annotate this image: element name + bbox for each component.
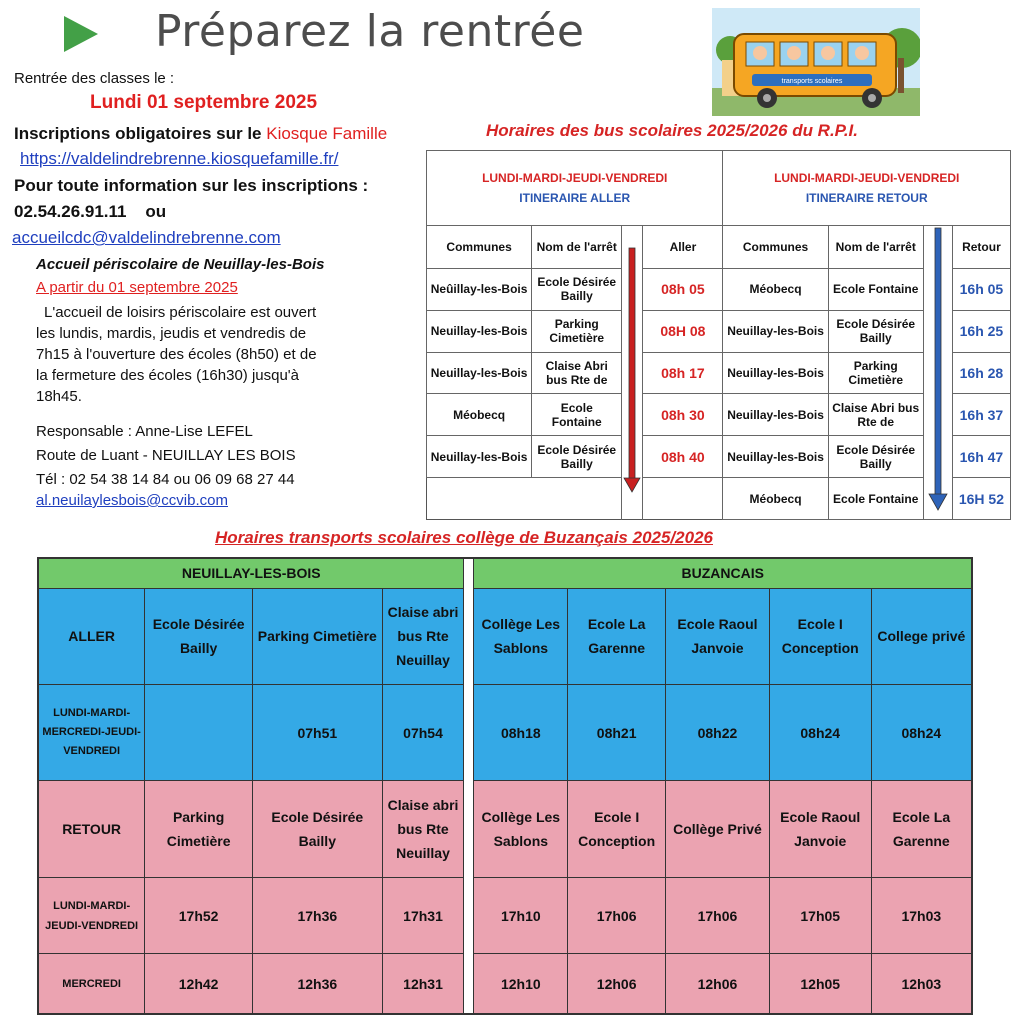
- retour-days: LUNDI-MARDI-JEUDI-VENDREDI: [38, 877, 145, 953]
- aller-days: LUNDI-MARDI-JEUDI-VENDREDI: [482, 171, 668, 185]
- col-aller: Aller: [643, 226, 723, 269]
- kiosque-label: Kiosque Famille: [266, 124, 388, 143]
- table-cell: Ecole Désirée Bailly: [532, 268, 622, 310]
- stop-cell: College privé: [871, 588, 972, 684]
- stop-cell: Claise abri bus Rte Neuillay: [382, 588, 464, 684]
- stop-cell: Ecole Désirée Bailly: [253, 781, 383, 877]
- stop-cell: Collège Les Sablons: [474, 781, 568, 877]
- table-cell: Méobecq: [427, 394, 532, 436]
- table-cell: 16h 47: [952, 436, 1010, 478]
- phone-number: 02.54.26.91.11: [14, 202, 127, 221]
- table-cell: Ecole Désirée Bailly: [532, 436, 622, 478]
- time-cell: 17h36: [253, 877, 383, 953]
- time-cell: 12h06: [666, 954, 770, 1014]
- rentree-label: Rentrée des classes le :: [14, 70, 175, 87]
- table-cell: Neuillay-les-Bois: [723, 310, 828, 352]
- col-retour: Retour: [952, 226, 1010, 269]
- accueil-text: [36, 302, 426, 407]
- aller-label: ITINERAIRE ALLER: [519, 191, 631, 205]
- col-communes-retour: Communes: [723, 226, 828, 269]
- col-communes: Communes: [427, 226, 532, 269]
- time-cell: 12h31: [382, 954, 464, 1014]
- time-cell: 08h24: [769, 685, 871, 781]
- aller-header: [427, 151, 723, 226]
- bus-sign-text: transports scolaires: [781, 78, 843, 85]
- retour-label: RETOUR: [38, 781, 145, 877]
- college-table: [37, 557, 973, 1015]
- school-bus-illustration: [712, 8, 920, 116]
- address: Route de Luant - NEUILLAY LES BOIS: [36, 447, 296, 464]
- stop-cell: Parking Cimetière: [145, 781, 253, 877]
- accueil-text-line: les lundis, mardis, jeudis et vendredis de: [36, 325, 307, 342]
- time-cell: 12h06: [568, 954, 666, 1014]
- stop-cell: Parking Cimetière: [253, 588, 383, 684]
- email-link[interactable]: accueilcdc@valdelindrebrenne.com: [12, 228, 281, 247]
- play-triangle-icon: [64, 16, 98, 52]
- group-neuillay: NEUILLAY-LES-BOIS: [38, 558, 464, 588]
- stop-cell: Collège Les Sablons: [474, 588, 568, 684]
- table-cell: Ecole Désirée Bailly: [828, 310, 923, 352]
- table-cell: Méobecq: [723, 268, 828, 310]
- time-cell: 08h21: [568, 685, 666, 781]
- stop-cell: Ecole Désirée Bailly: [145, 588, 253, 684]
- inscriptions-line: [14, 123, 387, 145]
- accueil-text-line: la fermeture des écoles (16h30) jusqu'à: [36, 367, 300, 384]
- table-cell: Ecole Fontaine: [828, 268, 923, 310]
- aller-arrow: [622, 226, 643, 520]
- contact-block: [36, 420, 296, 492]
- table-cell: Ecole Fontaine: [532, 394, 622, 436]
- time-cell: 07h54: [382, 685, 464, 781]
- accueil-text-line: L'accueil de loisirs périscolaire est ouvert: [44, 304, 317, 321]
- table-cell: 16H 52: [952, 478, 1010, 520]
- table-cell: Neuillay-les-Bois: [427, 310, 532, 352]
- time-cell: 17h05: [769, 877, 871, 953]
- stop-cell: Collège Privé: [666, 781, 770, 877]
- accueil-date: A partir du 01 septembre 2025: [36, 279, 238, 296]
- table-cell: Neuillay-les-Bois: [723, 394, 828, 436]
- rpi-title: Horaires des bus scolaires 2025/2026 du R.P.I.: [486, 121, 858, 140]
- table-cell: Claise Abri bus Rte de: [828, 394, 923, 436]
- time-cell: 08h24: [871, 685, 972, 781]
- time-cell: 17h06: [568, 877, 666, 953]
- time-cell: 17h31: [382, 877, 464, 953]
- table-cell: 08h 17: [643, 352, 723, 394]
- retour-arrow: [923, 226, 952, 520]
- phone-line: [14, 202, 166, 222]
- kiosque-link[interactable]: https://valdelindrebrenne.kiosquefamille.fr/: [20, 149, 339, 168]
- table-cell: Ecole Fontaine: [828, 478, 923, 520]
- time-cell: 08h22: [666, 685, 770, 781]
- inscriptions-prefix: Inscriptions obligatoires sur le: [14, 124, 262, 143]
- table-separator: [464, 558, 474, 1014]
- college-title: Horaires transports scolaires collège de Buzançais 2025/2026: [215, 528, 713, 547]
- retour-header: [723, 151, 1011, 226]
- aller-days: LUNDI-MARDI-MERCREDI-JEUDI-VENDREDI: [38, 685, 145, 781]
- time-cell: 12h10: [474, 954, 568, 1014]
- email2-link[interactable]: al.neuilaylesbois@ccvib.com: [36, 492, 228, 509]
- stop-cell: Ecole La Garenne: [568, 588, 666, 684]
- time-cell: 17h10: [474, 877, 568, 953]
- table-cell: Neuillay-les-Bois: [723, 436, 828, 478]
- col-arret-retour: Nom de l'arrêt: [828, 226, 923, 269]
- telephone: Tél : 02 54 38 14 84 ou 06 09 68 27 44: [36, 471, 295, 488]
- table-cell: Parking Cimetière: [532, 310, 622, 352]
- time-cell: 07h51: [253, 685, 383, 781]
- time-cell: 17h03: [871, 877, 972, 953]
- rpi-table: [426, 150, 1011, 520]
- accueil-title: Accueil périscolaire de Neuillay-les-Bois: [36, 256, 325, 273]
- table-cell: Claise Abri bus Rte de: [532, 352, 622, 394]
- group-buzancais: BUZANCAIS: [474, 558, 972, 588]
- table-cell: 08h 30: [643, 394, 723, 436]
- retour-days: LUNDI-MARDI-JEUDI-VENDREDI: [774, 171, 960, 185]
- info-line: Pour toute information sur les inscriptions :: [14, 176, 369, 195]
- time-cell: 12h36: [253, 954, 383, 1014]
- stop-cell: Ecole I Conception: [769, 588, 871, 684]
- retour-label: ITINERAIRE RETOUR: [805, 191, 928, 205]
- time-cell: 17h52: [145, 877, 253, 953]
- table-cell: 16h 05: [952, 268, 1010, 310]
- time-cell: [145, 685, 253, 781]
- mercredi-label: MERCREDI: [38, 954, 145, 1014]
- page-title: Préparez la rentrée: [155, 6, 585, 57]
- accueil-text-line: 18h45.: [36, 388, 82, 405]
- time-cell: 08h18: [474, 685, 568, 781]
- aller-label: ALLER: [38, 588, 145, 684]
- table-cell: Neuillay-les-Bois: [427, 436, 532, 478]
- table-cell: 08h 05: [643, 268, 723, 310]
- col-arret: Nom de l'arrêt: [532, 226, 622, 269]
- table-cell: 08h 40: [643, 436, 723, 478]
- table-cell: Méobecq: [723, 478, 828, 520]
- table-cell: Ecole Désirée Bailly: [828, 436, 923, 478]
- responsable: Responsable : Anne-Lise LEFEL: [36, 423, 253, 440]
- stop-cell: Ecole La Garenne: [871, 781, 972, 877]
- time-cell: 12h03: [871, 954, 972, 1014]
- stop-cell: Ecole Raoul Janvoie: [769, 781, 871, 877]
- stop-cell: Ecole Raoul Janvoie: [666, 588, 770, 684]
- table-cell: Neûillay-les-Bois: [427, 268, 532, 310]
- table-cell: 16h 25: [952, 310, 1010, 352]
- stop-cell: Claise abri bus Rte Neuillay: [382, 781, 464, 877]
- time-cell: 12h42: [145, 954, 253, 1014]
- table-cell: 16h 28: [952, 352, 1010, 394]
- time-cell: 12h05: [769, 954, 871, 1014]
- time-cell: 17h06: [666, 877, 770, 953]
- ou-text: ou: [145, 202, 167, 221]
- table-cell: 16h 37: [952, 394, 1010, 436]
- table-cell: Neuillay-les-Bois: [723, 352, 828, 394]
- table-cell: Parking Cimetière: [828, 352, 923, 394]
- rentree-date: Lundi 01 septembre 2025: [90, 92, 318, 113]
- table-cell: 08H 08: [643, 310, 723, 352]
- table-cell: Neuillay-les-Bois: [427, 352, 532, 394]
- accueil-text-line: 7h15 à l'ouverture des écoles (8h50) et de: [36, 346, 317, 363]
- stop-cell: Ecole I Conception: [568, 781, 666, 877]
